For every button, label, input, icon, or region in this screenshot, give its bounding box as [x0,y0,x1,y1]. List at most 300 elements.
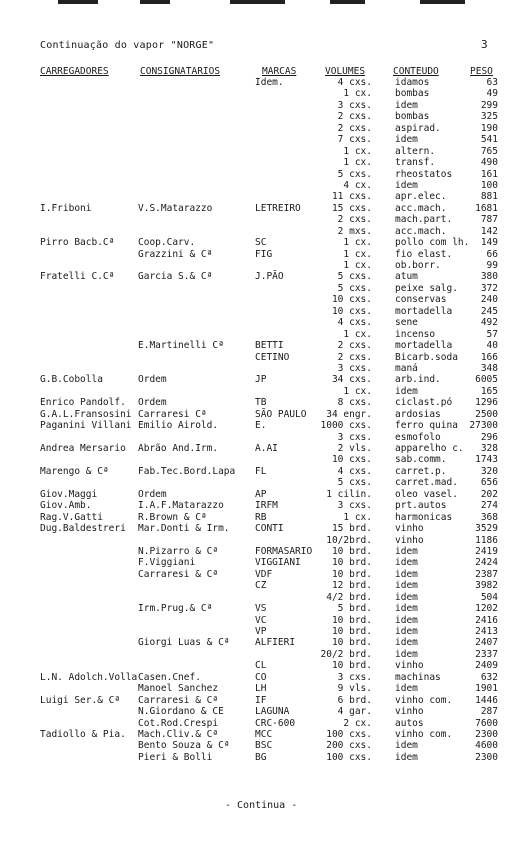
cell-conteudo: maná [395,362,418,374]
cell-marca: CL [255,660,267,672]
cell-peso: 6005 [475,374,498,386]
cell-conteudo: mortadella [395,340,453,352]
cell-consignatario: Ordem [138,397,167,409]
cell-peso: 142 [480,225,498,237]
cell-peso: 2409 [475,660,498,672]
cell-carregador: Rag.V.Gatti [40,511,103,523]
cell-volumes: 4/2 brd. [326,591,372,603]
cell-volumes: 5 cxs. [337,168,372,180]
table-row [0,386,531,397]
cell-conteudo: idem [395,557,418,569]
cell-marca: IRFM [255,500,278,512]
cell-marca: JP [255,374,267,386]
cell-peso: 165 [480,385,498,397]
cell-peso: 881 [480,191,498,203]
table-row [0,329,531,340]
cell-conteudo: oleo vasel. [395,488,458,500]
cell-peso: 245 [480,305,498,317]
cell-conteudo: transf. [395,157,436,169]
cell-peso: 166 [480,351,498,363]
cell-consignatario: Abrão And.Irm. [138,443,219,454]
cell-volumes: 10 brd. [331,614,372,626]
cell-conteudo: aspirad. [395,122,441,134]
table-row [0,283,531,294]
cell-volumes: 5 cxs. [337,477,372,489]
cell-volumes: 1 cx. [343,328,372,340]
cell-conteudo: vinho [395,534,424,546]
table-row [0,397,531,408]
column-header-peso: PESO [470,66,493,77]
table-row [0,420,531,431]
table-row [0,660,531,671]
cell-marca: SC [255,237,267,249]
table-row [0,535,531,546]
cell-peso: 490 [480,157,498,169]
cell-marca: Idem. [255,77,284,88]
table-row [0,626,531,637]
table-row [0,134,531,145]
cell-conteudo: atum [395,271,418,283]
cell-volumes: 4 cx. [343,179,372,191]
cell-peso: 2419 [475,545,498,557]
cell-peso: 1296 [475,397,498,409]
cell-peso: 765 [480,145,498,157]
cell-conteudo: idem [395,626,418,637]
cell-peso: 320 [480,465,498,477]
table-row [0,294,531,305]
cell-carregador: Pirro Bacb.Cª [40,237,115,249]
cell-conteudo: idem [395,134,418,146]
cell-marca: CO [255,671,267,683]
cell-consignatario: Carraresi & Cª [138,694,219,706]
table-row [0,169,531,180]
table-row [0,443,531,454]
cell-volumes: 34 engr. [326,408,372,420]
cell-peso: 99 [486,260,498,271]
table-row [0,603,531,614]
cell-peso: 66 [486,248,498,260]
cell-peso: 1901 [475,683,498,695]
cell-conteudo: harmonicas [395,511,453,523]
column-header-consignatarios: CONSIGNATARIOS [140,66,221,77]
table-row [0,249,531,260]
cell-peso: 149 [480,237,498,249]
cell-conteudo: vinho [395,706,424,718]
cell-peso: 656 [480,477,498,489]
table-row [0,672,531,683]
cell-conteudo: mach.part. [395,214,453,226]
cell-conteudo: bombas [395,88,430,100]
cell-consignatario: V.S.Matarazzo [138,202,213,214]
cell-volumes: 3 cxs. [337,671,372,683]
table-row [0,374,531,385]
cell-consignatario: Manoel Sanchez [138,683,219,695]
cell-peso: 372 [480,282,498,294]
cell-peso: 27300 [469,420,498,432]
cell-peso: 2500 [475,408,498,420]
cell-volumes: 1 cx. [343,248,372,260]
cell-marca: MCC [255,728,273,740]
cell-peso: 49 [486,88,498,100]
cell-conteudo: autos [395,717,424,729]
cell-conteudo: arb.ind. [395,374,441,386]
cell-volumes: 10 cxs. [331,305,372,317]
table-row [0,317,531,328]
table-row [0,740,531,751]
cell-peso: 100 [480,179,498,191]
column-header-carregadores: CARREGADORES [40,66,109,77]
cell-peso: 541 [480,134,498,146]
cell-marca: CZ [255,580,267,592]
cell-consignatario: Ordem [138,488,167,500]
table-row [0,237,531,248]
cell-marca: LAGUNA [255,706,290,718]
table-row [0,352,531,363]
table-row [0,489,531,500]
cell-conteudo: vinho com. [395,728,453,740]
cell-peso: 299 [480,99,498,111]
table-row [0,363,531,374]
table-row [0,454,531,465]
cell-consignatario: Fab.Tec.Bord.Lapa [138,465,236,477]
cell-conteudo: apparelho c. [395,443,464,454]
cell-marca: BSC [255,740,273,752]
cell-marca: E. [255,420,267,432]
cell-conteudo: carret.p. [395,465,447,477]
cell-marca: BETTI [255,340,284,352]
cell-peso: 325 [480,111,498,123]
table-row [0,706,531,717]
cell-conteudo: idem [395,545,418,557]
cell-volumes: 3 cxs. [337,362,372,374]
cell-carregador: I.Friboni [40,202,92,214]
table-row [0,580,531,591]
cell-carregador: G.B.Cobolla [40,374,103,386]
table-row [0,123,531,134]
cell-peso: 504 [480,591,498,603]
cell-peso: 787 [480,214,498,226]
cell-conteudo: idem [395,614,418,626]
cell-consignatario: N.Pizarro & Cª [138,545,219,557]
cell-peso: 2413 [475,626,498,637]
cell-consignatario: Ordem [138,374,167,386]
cell-marca: AP [255,488,267,500]
cell-volumes: 15 brd. [331,523,372,535]
cell-volumes: 2 mxs. [337,225,372,237]
table-row [0,191,531,202]
table-row [0,466,531,477]
cell-peso: 632 [480,671,498,683]
cell-marca: FIG [255,248,273,260]
cell-conteudo: mortadella [395,305,453,317]
cell-peso: 57 [486,328,498,340]
cell-peso: 1743 [475,454,498,466]
cell-conteudo: altern. [395,145,436,157]
cell-volumes: 3 cxs. [337,431,372,443]
table-row [0,271,531,282]
cell-peso: 1186 [475,534,498,546]
cell-peso: 368 [480,511,498,523]
cell-conteudo: Bicarb.soda [395,351,458,363]
table-row [0,729,531,740]
cell-peso: 63 [486,77,498,88]
cell-marca: VP [255,626,267,637]
cell-marca: RB [255,511,267,523]
cell-consignatario: Bento Souza & Cª [138,740,230,752]
cell-consignatario: Mach.Cliv.& Cª [138,728,219,740]
cell-marca: VC [255,614,267,626]
cell-volumes: 100 cxs. [326,751,372,763]
cell-consignatario: Giorgi Luas & Cª [138,637,230,649]
cell-volumes: 10 brd. [331,568,372,580]
cell-consignatario: N.Giordano & CE [138,706,224,718]
cell-conteudo: fio elast. [395,248,453,260]
continuation-note: - Continua - [225,800,298,811]
cell-carregador: Paganini Villani [40,420,132,432]
cell-carregador: G.A.L.Fransosini [40,408,132,420]
cell-volumes: 4 cxs. [337,317,372,329]
cell-peso: 348 [480,362,498,374]
cell-conteudo: idem [395,637,418,649]
table-row [0,100,531,111]
cell-volumes: 4 cxs. [337,465,372,477]
cell-volumes: 10 brd. [331,557,372,569]
cell-volumes: 10 brd. [331,637,372,649]
cell-peso: 287 [480,706,498,718]
cell-consignatario: Cot.Rod.Crespi [138,717,219,729]
cell-peso: 380 [480,271,498,283]
cell-peso: 1446 [475,694,498,706]
cell-volumes: 1 cilin. [326,488,372,500]
cell-carregador: Enrico Pandolf. [40,397,126,409]
cell-volumes: 2 cxs. [337,111,372,123]
cell-volumes: 10 brd. [331,660,372,672]
cell-consignatario: Garcia S.& Cª [138,271,213,283]
cell-peso: 2337 [475,648,498,660]
table-row [0,180,531,191]
cell-peso: 202 [480,488,498,500]
cell-volumes: 10 brd. [331,626,372,637]
table-row [0,77,531,88]
cell-peso: 492 [480,317,498,329]
cell-conteudo: vinho [395,523,424,535]
cell-carregador: Marengo & Cª [40,465,109,477]
cell-conteudo: ferro quina [395,420,458,432]
cell-peso: 3529 [475,523,498,535]
cell-conteudo: idem [395,568,418,580]
table-row [0,569,531,580]
cell-peso: 1202 [475,603,498,615]
cell-peso: 274 [480,500,498,512]
cell-volumes: 4 gar. [337,706,372,718]
table-row [0,557,531,568]
cell-peso: 3982 [475,580,498,592]
cell-conteudo: idem [395,99,418,111]
cell-peso: 40 [486,340,498,352]
cell-conteudo: machinas [395,671,441,683]
cell-marca: CETINO [255,351,290,363]
cell-peso: 2424 [475,557,498,569]
cell-volumes: 2 vls. [337,443,372,454]
cell-volumes: 3 cxs. [337,500,372,512]
cell-conteudo: acc.mach. [395,202,447,214]
cell-marca: CONTI [255,523,284,535]
cell-consignatario: Carraresi & Cª [138,568,219,580]
cell-volumes: 1000 cxs. [320,420,372,432]
cell-marca: VIGGIANI [255,557,301,569]
cell-conteudo: idamos [395,77,430,88]
cell-conteudo: sene [395,317,418,329]
cell-volumes: 8 cxs. [337,397,372,409]
cell-volumes: 5 cxs. [337,282,372,294]
table-row [0,146,531,157]
cell-volumes: 20/2 brd. [320,648,372,660]
cell-volumes: 15 cxs. [331,202,372,214]
cell-consignatario: Pieri & Bolli [138,751,213,763]
cell-peso: 4600 [475,740,498,752]
cell-carregador: Giov.Amb. [40,500,92,512]
table-row [0,752,531,763]
page-number: 3 [481,38,488,51]
table-row [0,649,531,660]
cell-conteudo: idem [395,179,418,191]
cell-conteudo: prt.autos [395,500,447,512]
cell-conteudo: sab.comm. [395,454,447,466]
table-row [0,226,531,237]
cell-conteudo: acc.mach. [395,225,447,237]
cell-conteudo: idem [395,385,418,397]
cell-volumes: 1 cx. [343,511,372,523]
cell-carregador: Dug.Baldestreri [40,523,126,535]
cell-peso: 2300 [475,751,498,763]
cell-carregador: Giov.Maggi [40,488,98,500]
column-header-marcas: MARCAS [262,66,297,77]
cell-conteudo: pollo com lh. [395,237,470,249]
cell-peso: 2300 [475,728,498,740]
cell-consignatario: Casen.Cnef. [138,671,201,683]
cell-volumes: 3 cxs. [337,99,372,111]
cell-consignatario: Carraresi Cª [138,408,207,420]
cell-volumes: 10 cxs. [331,294,372,306]
table-row [0,88,531,99]
cell-marca: A.AI [255,443,278,454]
cell-marca: FL [255,465,267,477]
cell-consignatario: Mar.Donti & Irm. [138,523,230,535]
cell-volumes: 1 cx. [343,145,372,157]
cell-conteudo: rheostatos [395,168,453,180]
cell-peso: 190 [480,122,498,134]
cell-conteudo: idem [395,683,418,695]
table-row [0,260,531,271]
cell-marca: TB [255,397,267,409]
cell-conteudo: esmofolo [395,431,441,443]
cell-conteudo: idem [395,648,418,660]
cell-volumes: 12 brd. [331,580,372,592]
table-row [0,592,531,603]
cell-volumes: 1 cx. [343,260,372,271]
column-header-conteudo: CONTEUDO [393,66,439,77]
table-row [0,500,531,511]
cell-consignatario: Coop.Carv. [138,237,196,249]
table-row [0,615,531,626]
table-row [0,340,531,351]
cell-carregador: Luigi Ser.& Cª [40,694,121,706]
cell-consignatario: I.A.F.Matarazzo [138,500,224,512]
cell-consignatario: Irm.Prug.& Cª [138,603,213,615]
cell-volumes: 10 brd. [331,545,372,557]
cell-volumes: 1 cx. [343,385,372,397]
cell-volumes: 200 cxs. [326,740,372,752]
cell-volumes: 1 cx. [343,157,372,169]
top-edge-marks [0,0,531,6]
cell-carregador: L.N. Adolch.Volla [40,671,138,683]
cell-volumes: 7 cxs. [337,134,372,146]
table-row [0,432,531,443]
cell-peso: 2387 [475,568,498,580]
cell-marca: VDF [255,568,273,580]
manifest-table [0,77,531,763]
column-header-volumes: VOLUMES [325,66,366,77]
cell-marca: J.PÃO [255,271,284,283]
cell-conteudo: idem [395,603,418,615]
table-row [0,214,531,225]
cell-volumes: 9 vls. [337,683,372,695]
cell-carregador: Fratelli C.Cª [40,271,115,283]
cell-conteudo: ardosias [395,408,441,420]
cell-conteudo: vinho [395,660,424,672]
cell-carregador: Tadiollo & Pia. [40,728,126,740]
cell-peso: 240 [480,294,498,306]
cell-conteudo: idem [395,580,418,592]
cell-conteudo: bombas [395,111,430,123]
table-row [0,637,531,648]
cell-volumes: 34 cxs. [331,374,372,386]
cell-conteudo: incenso [395,328,436,340]
cell-peso: 1681 [475,202,498,214]
cell-conteudo: conservas [395,294,447,306]
table-row [0,409,531,420]
cell-volumes: 100 cxs. [326,728,372,740]
table-row [0,111,531,122]
cell-marca: FORMASARIO [255,545,313,557]
cell-consignatario: Grazzini & Cª [138,248,213,260]
cell-volumes: 1 cx. [343,237,372,249]
cell-marca: BG [255,751,267,763]
cell-volumes: 2 cx. [343,717,372,729]
cell-marca: ALFIERI [255,637,296,649]
cell-consignatario: F.Viggiani [138,557,196,569]
cell-conteudo: ob.borr. [395,260,441,271]
cell-peso: 161 [480,168,498,180]
cell-volumes: 10/2brd. [326,534,372,546]
cell-conteudo: vinho com. [395,694,453,706]
cell-carregador: Andrea Mersario [40,443,126,454]
cell-volumes: 2 cxs. [337,122,372,134]
cell-consignatario: E.Martinelli Cª [138,340,224,352]
table-row [0,695,531,706]
page-title: Continuação do vapor "NORGE" [40,40,215,51]
cell-conteudo: apr.elec. [395,191,447,203]
cell-peso: 2407 [475,637,498,649]
cell-volumes: 6 brd. [337,694,372,706]
cell-peso: 7600 [475,717,498,729]
cell-conteudo: idem [395,740,418,752]
cell-conteudo: carret.mad. [395,477,458,489]
cell-marca: VS [255,603,267,615]
table-row [0,203,531,214]
table-row [0,546,531,557]
table-row [0,512,531,523]
